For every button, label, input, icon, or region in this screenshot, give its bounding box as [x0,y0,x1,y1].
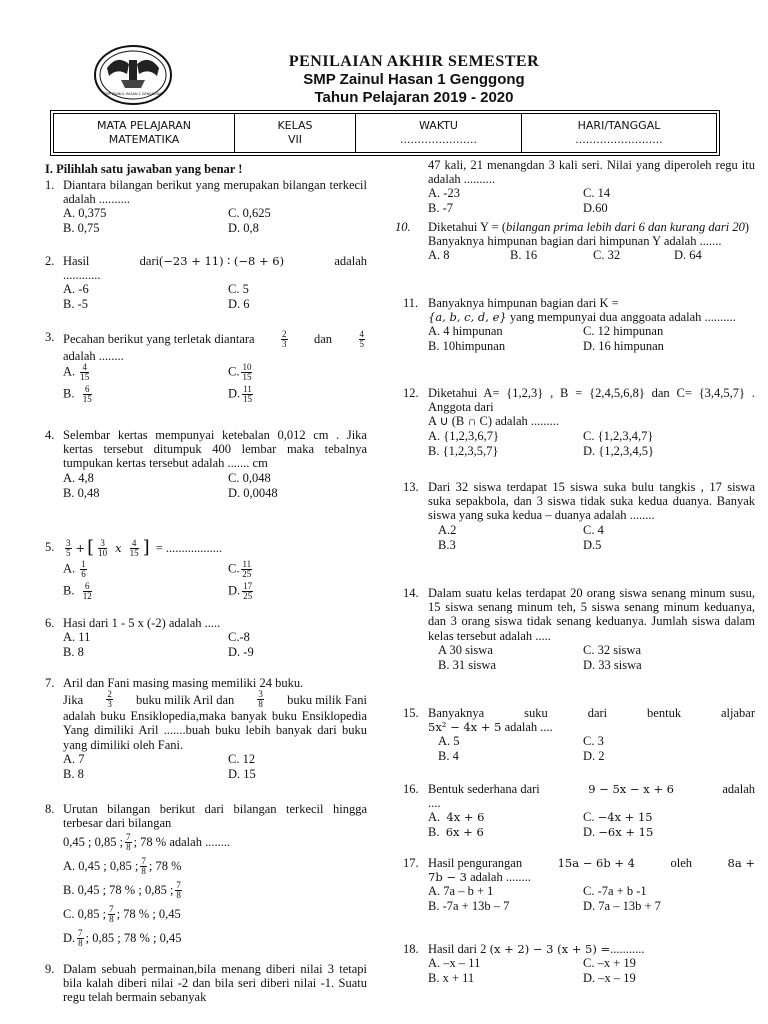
option-c[interactable]: C. 12 [228,751,256,766]
option-c[interactable]: C. $\frac{11}{25}$ [228,559,252,579]
exam-title: PENILAIAN AKHIR SEMESTER [288,53,540,70]
option-a[interactable]: A. $\frac{1}{6}$ [63,559,86,579]
option-d[interactable]: D. 0,8 [228,221,259,236]
option-d[interactable]: D. 64 [674,248,702,263]
option-c[interactable]: C. 0,625 [228,206,271,221]
subject-label: MATA PELAJARAN [96,119,192,132]
question-14: 14. Dalam suatu kelas terdapat 20 orang siswa senang minum susu, 15 siswa senang minum teh, 5 siswa senang minum keduanya, dan 3 orang siswa tidak senang keduanya. Jumlah siswa dalam kelas tersebut adalah ..... A 30 siswa C. 32 siswa B. 31 siswa D. 33 siswa [403,586,755,672]
question-4: 4. Selembar kertas mempunyai ketebalan 0,012 cm . Jika kertas tersebut ditumpuk 400 lembar maka tebalnya tumpukan kertas tersebut adalah ....... cm A. 4,8 C. 0,048 B. 0,48 D. 0,0048 [45,428,367,500]
option-a[interactable]: A. {1,2,3,6,7} [428,428,500,443]
question-9-continued: 47 kali, 21 menangdan 3 kali seri. Nilai yang diperoleh regu itu adalah .......... A. -23 C. 14 B. -7 D.60 [428,158,755,216]
question-11: 11. Banyaknya himpunan bagian dari K = {a, b, c, d, e} yang mempunyai dua anggoata adalah .......... A. 4 himpunan C. 12 himpunan B. 10himpunan D. 16 himpunan [403,296,736,354]
option-b[interactable]: B. -7a + 13b – 7 [428,899,510,914]
option-d[interactable]: D.60 [583,201,608,216]
time-value: ...................... [400,133,477,146]
question-3: 3. Pecahan berikut yang terletak diantara $\frac{2}{3}$ dan $\frac{4}{5}$ adalah ........ A. $\frac{4}{15}$ C. $\frac{10}{15}$ B. $\frac{6}{15}$ D. $\frac{11}{15}$ [45,330,367,407]
school-name: SMP Zainul Hasan 1 Genggong [303,71,525,88]
option-b[interactable]: B. $\frac{6}{12}$ [63,581,92,601]
option-b[interactable]: B. 4 [438,749,459,764]
option-d[interactable]: D. 33 siswa [583,657,642,672]
option-c[interactable]: C. 32 [593,248,621,263]
option-d[interactable]: D. −6x + 15 [583,825,654,840]
option-c[interactable]: C. 12 himpunan [583,324,664,339]
option-b[interactable]: B. 8 [63,766,84,781]
question-text: Dalam suatu kelas terdapat 20 orang siswa senang minum susu, 15 siswa senang minum teh, 5 siswa senang minum keduanya, dan 3 orang siswa tidak senang keduanya. Jumlah siswa dalam kelas tersebut adalah ..... [428,586,755,643]
question-text: Selembar kertas mempunyai ketebalan 0,012 cm . Jika kertas tersebut ditumpuk 400 lembar maka tebalnya tumpukan kertas tersebut adalah ....... cm [63,428,367,471]
question-text: Hasi dari 1 - 5 x (-2) adalah ..... [63,616,221,630]
option-d[interactable]: D. 15 [228,766,256,781]
question-13: 13. Dari 32 siswa terdapat 15 siswa suka bulu tangkis , 17 siswa suka sepakbola, dan 3 siswa tidak suka kedua duanya. Banyak siswa yang suka kedua – duanya adalah ........ A.2 C. 4 B.3 D.5 [403,480,755,552]
option-a[interactable]: A. 0,375 [63,206,107,221]
question-5: 5. $\frac{3}{5}$ + [ $\frac{3}{10}$ x $\frac{4}{15}$ ] = .................. A. $\frac{1}{6}$ C. $\frac{11}{25}$ B. $\frac{6}{12}$ D. $\frac{17}{25}$ [45,536,367,604]
option-c[interactable]: C. 0,048 [228,470,271,485]
option-d[interactable]: D. $\frac{7}{8}$ ; 0,85 ; 78 % ; 0,45 [63,927,182,948]
option-c[interactable]: C. −4x + 15 [583,810,653,825]
question-15: 15. Banyaknya suku dari bentuk aljabar 5x² − 4x + 5 adalah .... A. 5 C. 3 B. 4 D. 2 [403,706,755,764]
option-b[interactable]: B. {1,2,3,5,7} [428,443,499,458]
option-b[interactable]: B. x + 11 [428,971,475,986]
question-text: Diketahui A= {1,2,3} , B = {2,4,5,6,8} dan C= {3,4,5,7} . Anggota dari [428,386,755,415]
date-label: HARI/TANGGAL [577,119,661,132]
question-10: 10. Diketahui Y = (bilangan prima lebih dari 6 dan kurang dari 20) Banyaknya himpunan bagian dari himpunan Y adalah ....... A. 8 B. 16 C. 32 D. 64 [395,220,755,263]
class-value: VII [287,133,302,146]
option-a[interactable]: A. -6 [63,282,89,297]
option-b[interactable]: B. -7 [428,201,453,216]
option-b[interactable]: B.3 [438,537,456,552]
option-d[interactable]: D. 6 [228,297,250,312]
option-c[interactable]: C. –x + 19 [583,956,636,971]
option-b[interactable]: B. -5 [63,297,88,312]
option-c[interactable]: C. 5 [228,282,249,297]
option-b[interactable]: B. 0,45 ; 78 % ; 0,85 ; $\frac{7}{8}$ [63,879,181,900]
option-a[interactable]: A. 11 [63,630,91,645]
option-a[interactable]: A. 0,45 ; 0,85 ; $\frac{7}{8}$ ; 78 % [63,855,182,876]
option-a[interactable]: A 30 siswa [438,642,493,657]
question-text: Diantara bilangan berikut yang merupakan bilangan terkecil adalah .......... [63,178,367,207]
option-c[interactable]: C.-8 [228,630,250,645]
option-b[interactable]: B. 10himpunan [428,339,506,354]
option-a[interactable]: A. 4x + 6 [428,810,485,825]
option-a[interactable]: A. 4,8 [63,470,94,485]
option-a[interactable]: A.2 [438,522,457,537]
class-cell [235,114,356,152]
option-a[interactable]: A. 7a – b + 1 [428,884,494,899]
option-a[interactable]: A. -23 [428,186,460,201]
option-d[interactable]: D. $\frac{17}{25}$ [228,581,253,601]
question-1: 1. Diantara bilangan berikut yang merupakan bilangan terkecil adalah .......... A. 0,375 C. 0,625 B. 0,75 D. 0,8 [45,178,367,236]
option-a[interactable]: A. 5 [438,734,460,749]
academic-year: Tahun Pelajaran 2019 - 2020 [314,89,514,106]
question-9: 9. Dalam sebuah permainan,bila menang diberi nilai 3 tetapi bila kalah diberi nilai -2 dan bila seri diberi nilai -1. Suatu regu telah bermain sebanyak [45,962,367,1005]
section-heading: I. Pilihlah satu jawaban yang benar ! [45,162,243,176]
option-a[interactable]: A. –x – 11 [428,956,481,971]
option-d[interactable]: D. 0,0048 [228,485,278,500]
question-17: 17. Hasil pengurangan 15a − 6b + 4 oleh 8a + 7b − 3 adalah ........ A. 7a – b + 1 C. -7a + b -1 B. -7a + 13b – 7 D. 7a – 13b + 7 [403,856,755,914]
question-12: 12. Diketahui A= {1,2,3} , B = {2,4,5,6,8} dan C= {3,4,5,7} . Anggota dari A ∪ (B ∩ C) adalah ......... A. {1,2,3,6,7} C. {1,2,3,4,7} B. {1,2,3,5,7} D. {1,2,3,4,5} [403,386,755,458]
question-text: Hasil dari 2 (x + 2) − 3 (x + 5) =........... [428,942,645,956]
option-d[interactable]: D. 7a – 13b + 7 [583,899,661,914]
option-d[interactable]: D.5 [583,537,602,552]
info-table [50,110,720,156]
time-cell [356,114,522,152]
question-2: 2. Hasil dari(−23 + 11) ∶ (−8 + 6) adalah ............ A. -6 C. 5 B. -5 D. 6 [45,254,367,312]
option-b[interactable]: B. $\frac{6}{15}$ [63,384,92,405]
logo-text: SMP ZAINUL HASAN 1 GENGGONG [103,92,163,96]
question-text: Dalam sebuah permainan,bila menang diberi nilai 3 tetapi bila kalah diberi nilai -2 dan bila seri diberi nilai -1. Suatu regu telah bermain sebanyak [63,962,367,1005]
option-b[interactable]: B. 31 siswa [438,657,496,672]
option-d[interactable]: D. -9 [228,645,254,660]
subject-cell [54,114,235,152]
question-8: 8. Urutan bilangan berikut dari bilangan terkecil hingga terbesar dari bilangan 0,45 ; 0,85 ; $\frac{7}{8}$ ; 78 % adalah ........ A. 0,45 ; 0,85 ; $\frac{7}{8}$ ; 78 % B. 0,45 ; 78 % ; 0,85 ; $\frac{7}{8}$ C. 0,85 ; $\frac{7}{8}$ ; 78 % ; 0,45 D. $\frac{7}{8}$ ; 0,85 ; 78 % ; 0,45 [45,802,367,950]
option-a[interactable]: A. 8 [428,248,450,263]
option-c[interactable]: C. 4 [583,522,604,537]
option-c[interactable]: C. {1,2,3,4,7} [583,428,654,443]
date-cell [522,114,716,152]
question-18: 18. Hasil dari 2 (x + 2) − 3 (x + 5) =........... A. –x – 11 C. –x + 19 B. x + 11 D. –x – 19 [395,942,755,986]
option-d[interactable]: D. $\frac{11}{15}$ [228,384,252,405]
option-c[interactable]: C. $\frac{10}{15}$ [228,362,252,383]
question-text: Hasil dari(−23 + 11) ∶ (−8 + 6) adalah [63,254,367,268]
question-text: Dari 32 siswa terdapat 15 siswa suka bulu tangkis , 17 siswa suka sepakbola, dan 3 siswa tidak suka kedua duanya. Banyak siswa yang suka kedua – duanya adalah ........ [428,480,755,523]
question-6: 6. Hasi dari 1 - 5 x (-2) adalah ..... A. 11 C.-8 B. 8 D. -9 [45,616,367,660]
time-label: WAKTU [419,119,458,132]
option-c[interactable]: C. 32 siswa [583,642,641,657]
class-label: KELAS [277,119,313,132]
question-text: Pecahan berikut yang terletak diantara $\frac{2}{3}$ dan $\frac{4}{5}$ [63,329,364,349]
option-a[interactable]: A. 7 [63,751,85,766]
option-d[interactable]: D. {1,2,3,4,5} [583,443,655,458]
option-b[interactable]: B. 8 [63,645,84,660]
option-c[interactable]: C. -7a + b -1 [583,884,647,899]
option-b[interactable]: B. 0,48 [63,485,100,500]
option-b[interactable]: B. 6x + 6 [428,825,484,840]
question-16: 16. Bentuk sederhana dari 9 − 5x − x + 6 adalah .... A. 4x + 6 C. −4x + 15 B. 6x + 6 D. −6x + 15 [403,782,755,840]
option-d[interactable]: D. 2 [583,749,605,764]
option-d[interactable]: D. 16 himpunan [583,339,664,354]
question-text: Hasil pengurangan 15a − 6b + 4 oleh 8a + [428,856,755,870]
option-c[interactable]: C. 3 [583,734,604,749]
option-a[interactable]: A. 4 himpunan [428,324,503,339]
option-b[interactable]: B. 0,75 [63,221,100,236]
option-a[interactable]: A. $\frac{4}{15}$ [63,362,90,383]
subject-value: MATEMATIKA [108,133,180,146]
date-value: ......................... [575,133,663,146]
option-d[interactable]: D. –x – 19 [583,971,636,986]
question-text: $\frac{3}{5}$ + [ $\frac{3}{10}$ x $\frac{4}{15}$ ] = .................. [66,536,223,558]
option-b[interactable]: B. 16 [510,248,538,263]
option-c[interactable]: C. 0,85 ; $\frac{7}{8}$ ; 78 % ; 0,45 [63,903,181,924]
question-text: Diketahui Y = (bilangan prima lebih dari 6 dan kurang dari 20) [428,220,750,234]
option-c[interactable]: C. 14 [583,186,611,201]
question-text: Bentuk sederhana dari 9 − 5x − x + 6 adalah [428,782,755,796]
question-7: 7. Aril dan Fani masing masing memiliki 24 buku. Jika $\frac{2}{3}$ buku milik Aril dan $\frac{3}{8}$ buku milik Fani adalah buku Ensiklopedia,maka banyak buku Ensiklopedia Yang dimiliki Aril .......buah buku lebih banyak dari buku yang dimiliki oleh Fani. A. 7 C. 12 B. 8 D. 15 [45,676,367,781]
